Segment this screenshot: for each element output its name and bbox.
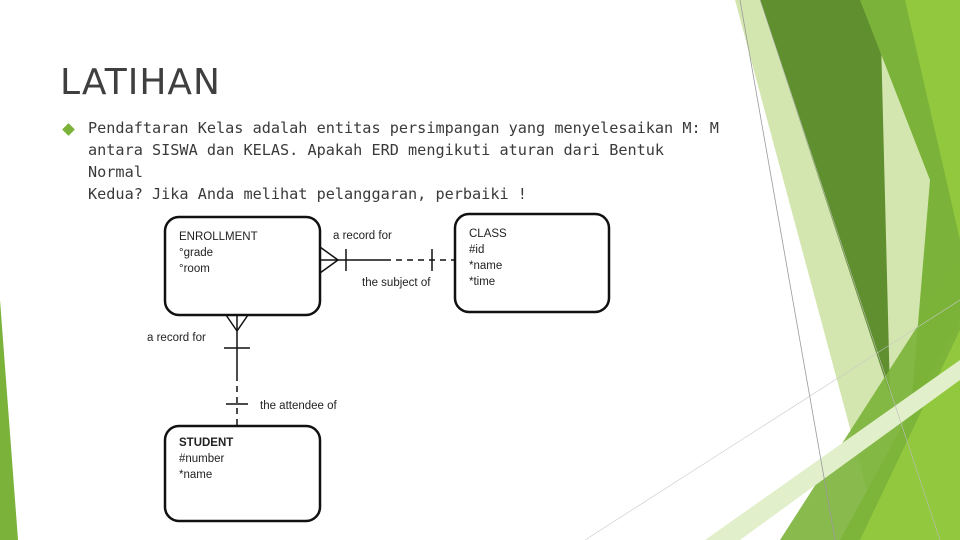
entity-student-attr-1: #number [179,453,225,465]
slide-title: LATIHAN [60,62,221,103]
entity-student-attr-2: *name [179,469,213,481]
entity-class [455,214,609,312]
slide-body-text: Pendaftaran Kelas adalah entitas persimpangan yang menyelesaikan M: M antara SISWA dan KELAS. Apakah ERD mengikuti aturan dari Bentuk Normal Kedua? Jika Anda melihat pelanggaran, perbaiki ! [88,119,719,203]
erd-diagram [140,205,620,530]
diamond-bullet-icon [62,123,75,136]
entity-class-name: CLASS [469,228,507,240]
entity-enrollment-name: ENROLLMENT [179,231,258,243]
rel-enrollment-class-label-bottom: the subject of [362,277,431,289]
rel-enrollment-student-label-top: a record for [147,332,206,344]
entity-student [165,426,320,521]
entity-class-attr-1: #id [469,244,485,256]
entity-class-attr-3: *time [469,276,496,288]
relationship-enrollment-student [224,315,250,426]
entity-enrollment [165,217,320,315]
relationship-enrollment-class [320,247,455,273]
rel-enrollment-student-label-bottom: the attendee of [260,400,337,412]
rel-enrollment-class-label-top: a record for [333,230,392,242]
entity-class-attr-2: *name [469,260,503,272]
entity-enrollment-attr-1: °grade [179,247,214,259]
entity-student-name: STUDENT [179,437,234,449]
entity-enrollment-attr-2: °room [179,263,210,275]
